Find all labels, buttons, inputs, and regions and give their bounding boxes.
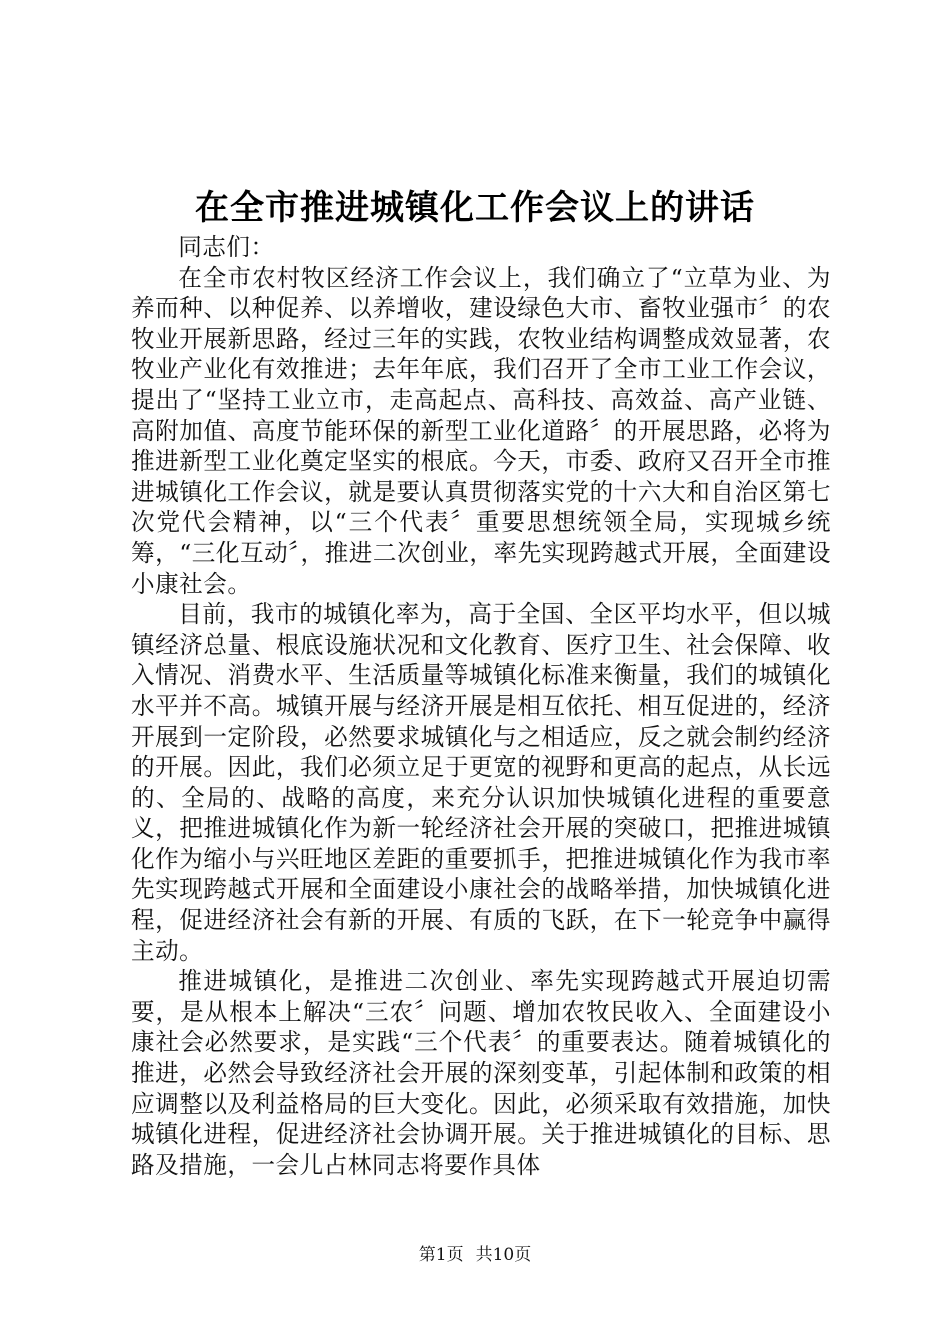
page-total: 共10页	[475, 1245, 532, 1265]
paragraph-2: 目前，我市的城镇化率为，高于全国、全区平均水平，但以城镇经济总量、根底设施状况和文化教育、医疗卫生、社会保障、收入情况、消费水平、生活质量等城镇化标准来衡量，我们的城镇化水平并不高。城镇开展与经济开展是相互依托、相互促进的，经济开展到一定阶段，必然要求城镇化与之相适应，反之就会制约经济的开展。因此，我们必须立足于更宽的视野和更高的起点，从长远的、全局的、战略的高度，来充分认识加快城镇化进程的重要意义，把推进城镇化作为新一轮经济社会开展的突破口，把推进城镇化作为缩小与兴旺地区差距的重要抓手，把推进城镇化作为我市率先实现跨越式开展和全面建设小康社会的战略举措，加快城镇化进程，促进经济社会有新的开展、有质的飞跃，在下一轮竞争中赢得主动。	[131, 600, 831, 965]
salutation: 同志们：	[178, 233, 275, 261]
page-footer	[0, 1243, 950, 1267]
paragraph-3: 推进城镇化，是推进二次创业、率先实现跨越式开展迫切需要，是从根本上解决“三农〞问题、增加农牧民收入、全面建设小康社会必然要求，是实践“三个代表〞的重要表达。随着城镇化的推进，必然会导致经济社会开展的深刻变革，引起体制和政策的相应调整以及利益格局的巨大变化。因此，必须采取有效措施，加快城镇化进程，促进经济社会协调开展。关于推进城镇化的目标、思路及措施，一会儿占林同志将要作具体	[131, 967, 831, 1179]
document-title: 在全市推进城镇化工作会议上的讲话	[195, 188, 755, 228]
paragraph-1: 在全市农村牧区经济工作会议上，我们确立了“立草为业、为养而种、以种促养、以养增收，建设绿色大市、畜牧业强市〞的农牧业开展新思路，经过三年的实践，农牧业结构调整成效显著，农牧业产业化有效推进；去年年底，我们召开了全市工业工作会议，提出了“坚持工业立市，走高起点、高科技、高效益、高产业链、高附加值、高度节能环保的新型工业化道路〞的开展思路，必将为推进新型工业化奠定坚实的根底。今天，市委、政府又召开全市推进城镇化工作会议，就是要认真贯彻落实党的十六大和自治区第七次党代会精神，以“三个代表〞重要思想统领全局，实现城乡统筹，“三化互动〞，推进二次创业，率先实现跨越式开展，全面建设小康社会。	[131, 263, 831, 598]
page-number: 第1页	[418, 1245, 464, 1265]
document-body	[131, 232, 831, 1180]
